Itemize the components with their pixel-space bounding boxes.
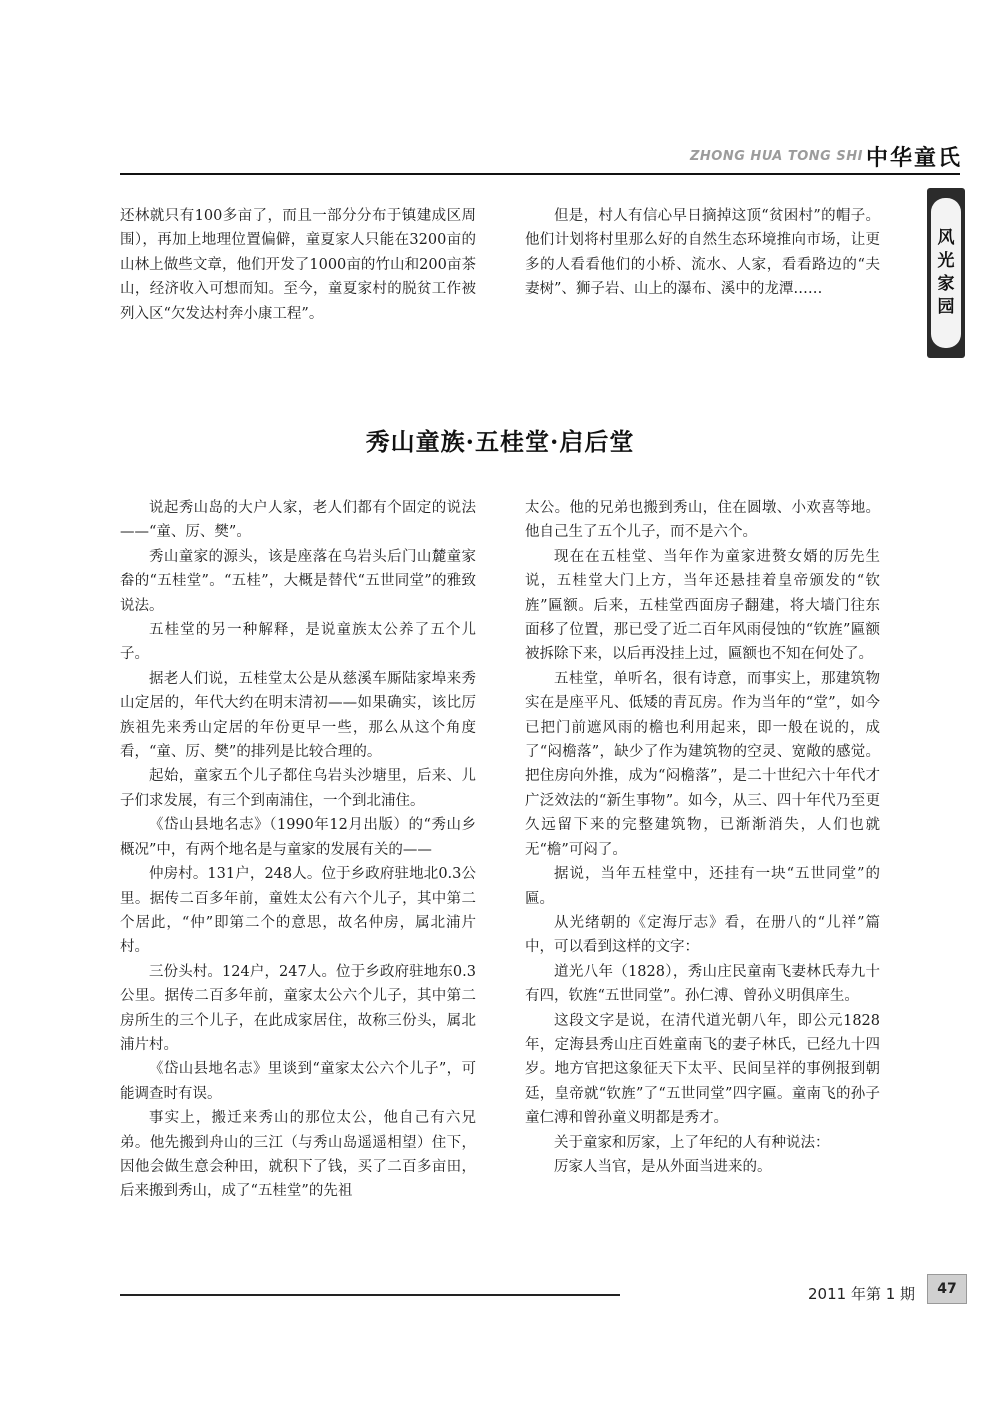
article-right-column xyxy=(525,496,880,1179)
paragraph: 现在在五桂堂、当年作为童家进赘女婿的厉先生说，五桂堂大门上方，当年还悬挂着皇帝颁发的“钦旌”匾额。后来，五桂堂西面房子翻建，将大墙门往东面移了位置，那已受了近二百年风雨侵蚀的“钦旌”匾额被拆除下来，以后再没挂上过，匾额也不知在何处了。 xyxy=(525,548,880,663)
section-tab-char: 光 xyxy=(937,251,955,271)
section-tab-char: 园 xyxy=(937,297,955,317)
issue-label: 2011 年第 1 期 xyxy=(808,1285,916,1303)
paragraph: 关于童家和厉家，上了年纪的人有种说法： xyxy=(554,1134,830,1151)
paragraph: 太公。他的兄弟也搬到秀山，住在圆墩、小欢喜等地。他自己生了五个儿子，而不是六个。 xyxy=(525,500,880,541)
paragraph: 还林就只有100多亩了，而且一部分分布于镇建成区周围），再加上地理位置偏僻，童夏家人只能在3200亩的山林上做些文章，他们开发了1000亩的竹山和200亩茶山，经济收入可想而知。至今，童夏家村的脱贫工作被列入区“欠发达村奔小康工程”。 xyxy=(120,208,476,322)
paragraph: 《岱山县地名志》（1990年12月出版）的“秀山乡概况”中，有两个地名是与童家的发展有关的—— xyxy=(120,817,476,858)
paragraph: 道光八年（1828），秀山庄民童南飞妻林氏寿九十有四，钦旌“五世同堂”。孙仁溥、曾孙义明俱庠生。 xyxy=(525,963,880,1005)
paragraph: 起始，童家五个儿子都住乌岩头沙塘里，后来、儿子们求发展，有三个到南浦住，一个到北浦住。 xyxy=(120,768,476,809)
paragraph: 《岱山县地名志》里谈到“童家太公六个儿子”，可能调查时有误。 xyxy=(120,1061,476,1102)
header-magazine-title: 中华童氏 xyxy=(866,146,963,171)
paragraph: 但是，村人有信心早日摘掉这顶“贫困村”的帽子。他们计划将村里那么好的自然生态环境推向市场，让更多的人看看他们的小桥、流水、人家，看看路边的“夫妻树”、狮子岩、山上的瀑布、溪中的龙潭…… xyxy=(525,208,880,298)
paragraph: 仲房村。131户，248人。位于乡政府驻地北0.3公里。据传二百多年前，童姓太公有六个儿子，其中第二个居此，“仲”即第二个的意思，故名仲房，属北浦片村。 xyxy=(120,866,476,956)
article-title: 秀山童族·五桂堂·启后堂 xyxy=(365,427,635,456)
paragraph: 说起秀山岛的大户人家，老人们都有个固定的说法——“童、厉、樊”。 xyxy=(120,500,476,541)
paragraph: 五桂堂的另一种解释，是说童族太公养了五个儿子。 xyxy=(120,622,476,663)
footer-rule xyxy=(120,1294,620,1296)
paragraph: 三份头村。124户，247人。位于乡政府驻地东0.3公里。据传二百多年前，童家太公六个儿子，其中第二房所生的三个儿子，在此成家居住，故称三份头，属北浦片村。 xyxy=(120,963,476,1053)
paragraph: 厉家人当官，是从外面当进来的。 xyxy=(554,1158,772,1175)
paragraph: 据老人们说，五桂堂太公是从慈溪车厮陆家埠来秀山定居的，年代大约在明末清初——如果确实，该比厉族祖先来秀山定居的年份更早一些，那么从这个角度看，“童、厉、樊”的排列是比较合理的。 xyxy=(120,670,476,761)
paragraph: 秀山童家的源头，该是座落在乌岩头后门山麓童家畚的“五桂堂”。“五桂”，大概是替代“五世同堂”的雅致说法。 xyxy=(120,548,476,614)
section-tab xyxy=(927,188,965,358)
header-rule xyxy=(120,173,960,175)
header-latin-title: ZHONG HUA TONG SHI xyxy=(690,149,863,164)
paragraph: 这段文字是说，在清代道光朝八年，即公元1828年，定海县秀山庄百姓童南飞的妻子林氏，已经九十四岁。地方官把这象征天下太平、民间呈祥的事例报到朝廷，皇帝就“钦旌”了“五世同堂”四字匾。童南飞的孙子童仁溥和曾孙童义明都是秀才。 xyxy=(525,1012,880,1127)
section-tab-char: 风 xyxy=(937,228,955,248)
paragraph: 从光绪朝的《定海厅志》看，在册八的“儿祥”篇中，可以看到这样的文字： xyxy=(525,914,880,956)
section-tab-char: 家 xyxy=(937,274,955,294)
section-tab-label xyxy=(931,198,961,348)
article-left-column xyxy=(120,496,476,1204)
paragraph: 事实上，搬迁来秀山的那位太公，他自己有六兄弟。他先搬到舟山的三江（与秀山岛遥遥相望）住下，因他会做生意会种田，就积下了钱，买了二百多亩田，后来搬到秀山，成了“五桂堂”的先祖 xyxy=(120,1110,476,1200)
paragraph: 五桂堂，单听名，很有诗意，而事实上，那建筑物实在是座平凡、低矮的青瓦房。作为当年的“堂”，如今已把门前遮风雨的檐也利用起来，即一般在说的，成了“闷檐落”，缺少了作为建筑物的空灵、宽敞的感觉。把住房向外推，成为“闷檐落”，是二十世纪六十年代才广泛效法的“新生事物”。如今，从三、四十年代乃至更久远留下来的完整建筑物，已渐渐消失，人们也就无“檐”可闷了。 xyxy=(525,670,880,858)
page-number: 47 xyxy=(927,1274,967,1304)
prev-article-right-column xyxy=(525,204,880,302)
prev-article-left-column xyxy=(120,204,476,326)
paragraph: 据说，当年五桂堂中，还挂有一块“五世同堂”的匾。 xyxy=(525,866,880,907)
